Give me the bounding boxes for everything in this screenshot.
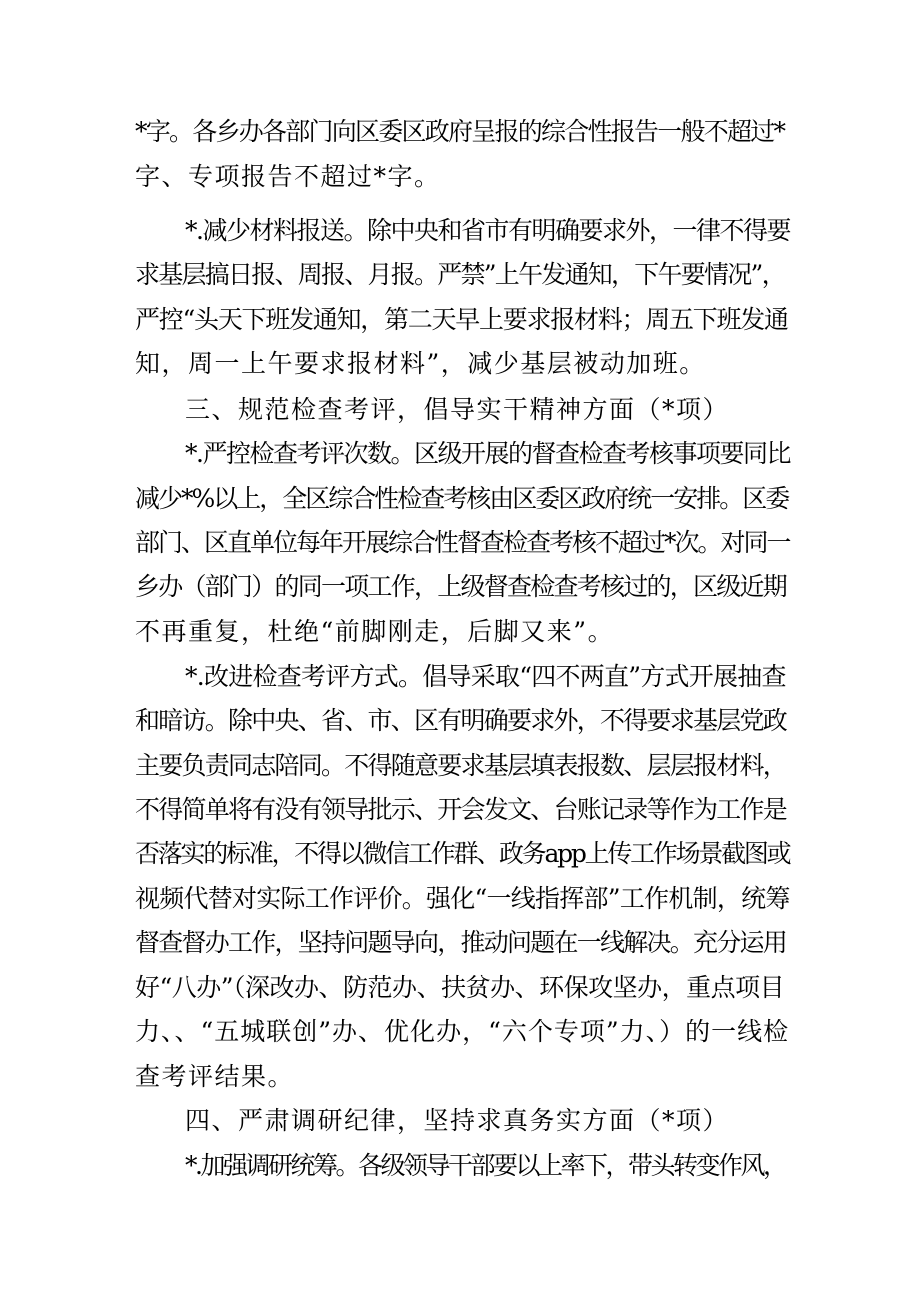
text-line: 主要负责同志陪同。不得随意要求基层填表报数、层层报材料， bbox=[135, 751, 787, 780]
text-line: 督查督办工作，坚持问题导向，推动问题在一线解决。充分运用 bbox=[135, 928, 787, 957]
text-line: 力、、“五城联创”办、优化办，“六个专项”力、）的一线检 bbox=[135, 1017, 790, 1046]
section-heading: 三、规范检查考评，倡导实干精神方面（*项） bbox=[185, 395, 730, 424]
text-line: 不再重复，杜绝“前脚刚走，后脚又来”。 bbox=[135, 617, 615, 646]
text-line: 不得简单将有没有领导批示、开会发文、台账记录等作为工作是 bbox=[135, 795, 787, 824]
text-line: 严控“头天下班发通知，第二天早上要求报材料；周五下班发通 bbox=[135, 305, 788, 334]
text-line: 乡办（部门）的同一项工作，上级督查检查考核过的，区级近期 bbox=[135, 572, 787, 601]
text-line: 视频代替对实际工作评价。强化“一线指挥部”工作机制，统筹 bbox=[135, 884, 790, 913]
text-line: *字。各乡办各部门向区委区政府呈报的综合性报告一般不超过* bbox=[135, 117, 785, 146]
text-line: *.加强调研统筹。各级领导干部要以上率下，带头转变作风， bbox=[185, 1151, 786, 1180]
text-line: 查考评结果。 bbox=[135, 1062, 295, 1091]
text-line: 字、专项报告不超过*字。 bbox=[135, 162, 441, 191]
text-line: 减少*%以上，全区综合性检查考核由区委区政府统一安排。区委 bbox=[135, 484, 789, 513]
text-line: *.改进检查考评方式。倡导采取“四不两直”方式开展抽查 bbox=[185, 662, 786, 691]
text-line: 部门、区直单位每年开展综合性督查检查考核不超过*次。对同一 bbox=[135, 528, 790, 557]
text-line: 否落实的标准，不得以微信工作群、政务app上传工作场景截图或 bbox=[135, 839, 790, 868]
text-line: 好“八办”（深改办、防范办、扶贫办、环保攻坚办，重点项目 bbox=[135, 973, 785, 1002]
text-line: 和暗访。除中央、省、市、区有明确要求外，不得要求基层党政 bbox=[135, 706, 787, 735]
text-line: *.严控检查考评次数。区级开展的督查检查考核事项要同比 bbox=[185, 439, 790, 468]
text-line: *.减少材料报送。除中央和省市有明确要求外，一律不得要 bbox=[185, 216, 790, 245]
text-line: 求基层搞日报、周报、月报。严禁”上午发通知，下午要情况”， bbox=[135, 260, 785, 289]
text-line: 知，周一上午要求报材料”，减少基层被动加班。 bbox=[135, 349, 706, 378]
section-heading: 四、严肃调研纪律，坚持求真务实方面（*项） bbox=[185, 1106, 730, 1135]
